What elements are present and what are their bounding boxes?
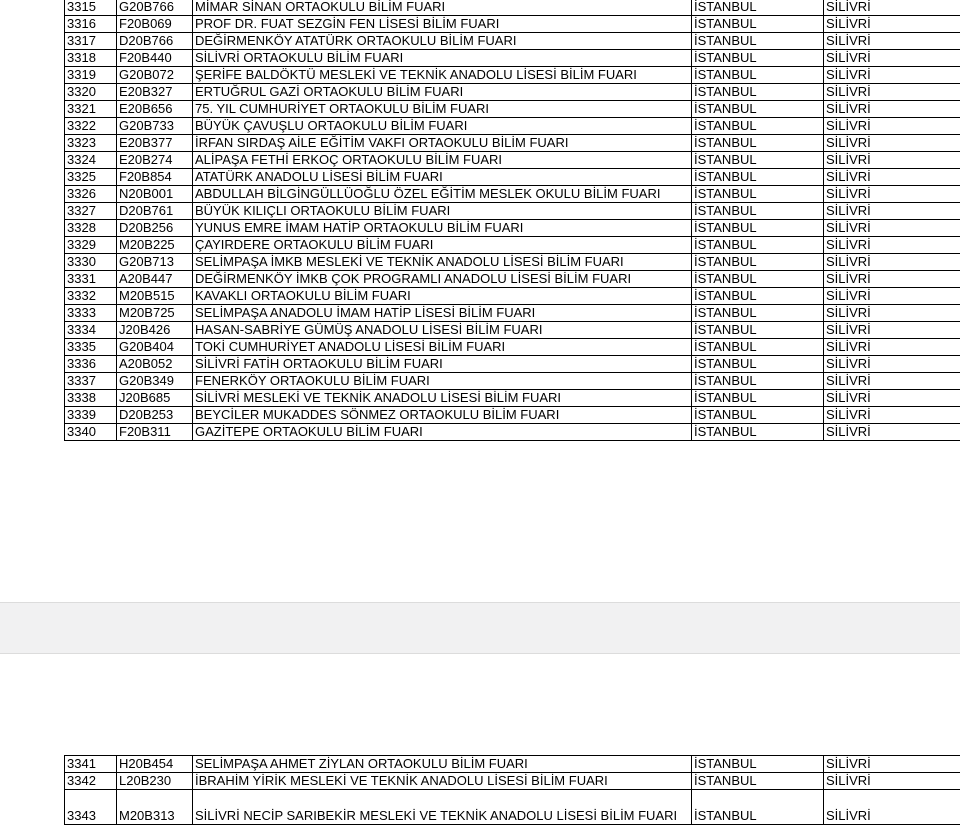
cell-number: 3315 [65, 0, 117, 16]
cell-district: SİLİVRİ [824, 50, 960, 67]
cell-code: D20B256 [117, 220, 193, 237]
cell-city: İSTANBUL [692, 773, 824, 790]
school-table [64, 755, 960, 825]
cell-city: İSTANBUL [692, 220, 824, 237]
table-row [65, 67, 960, 84]
cell-code: F20B311 [117, 424, 193, 441]
cell-district: SİLİVRİ [824, 169, 960, 186]
cell-number: 3333 [65, 305, 117, 322]
cell-district: SİLİVRİ [824, 271, 960, 288]
cell-school-name: İRFAN SIRDAŞ AİLE EĞİTİM VAKFI ORTAOKULU BİLİM FUARI [193, 135, 692, 152]
cell-code: L20B230 [117, 773, 193, 790]
cell-school-name: FENERKÖY ORTAOKULU BİLİM FUARI [193, 373, 692, 390]
cell-school-name: YUNUS EMRE İMAM HATİP ORTAOKULU BİLİM FUARI [193, 220, 692, 237]
cell-district: SİLİVRİ [824, 790, 960, 825]
cell-district: SİLİVRİ [824, 339, 960, 356]
table-row [65, 339, 960, 356]
table-row [65, 773, 960, 790]
cell-number: 3330 [65, 254, 117, 271]
cell-city: İSTANBUL [692, 356, 824, 373]
cell-district: SİLİVRİ [824, 288, 960, 305]
cell-code: N20B001 [117, 186, 193, 203]
cell-code: D20B253 [117, 407, 193, 424]
cell-number: 3327 [65, 203, 117, 220]
cell-city: İSTANBUL [692, 237, 824, 254]
cell-school-name: ERTUĞRUL GAZİ ORTAOKULU BİLİM FUARI [193, 84, 692, 101]
cell-city: İSTANBUL [692, 390, 824, 407]
cell-number: 3342 [65, 773, 117, 790]
cell-code: G20B349 [117, 373, 193, 390]
table-row [65, 101, 960, 118]
cell-city: İSTANBUL [692, 118, 824, 135]
cell-number: 3319 [65, 67, 117, 84]
table-row [65, 84, 960, 101]
cell-number: 3334 [65, 322, 117, 339]
cell-district: SİLİVRİ [824, 356, 960, 373]
cell-city: İSTANBUL [692, 203, 824, 220]
table-row [65, 169, 960, 186]
cell-district: SİLİVRİ [824, 0, 960, 16]
cell-district: SİLİVRİ [824, 203, 960, 220]
cell-city: İSTANBUL [692, 424, 824, 441]
cell-district: SİLİVRİ [824, 322, 960, 339]
cell-number: 3317 [65, 33, 117, 50]
table-row [65, 203, 960, 220]
cell-school-name: ŞERİFE BALDÖKTÜ MESLEKİ VE TEKNİK ANADOLU LİSESİ BİLİM FUARI [193, 67, 692, 84]
cell-number: 3323 [65, 135, 117, 152]
cell-school-name: ATATÜRK ANADOLU LİSESİ BİLİM FUARI [193, 169, 692, 186]
cell-code: A20B052 [117, 356, 193, 373]
cell-city: İSTANBUL [692, 50, 824, 67]
table-row [65, 756, 960, 773]
cell-city: İSTANBUL [692, 135, 824, 152]
cell-school-name: DEĞİRMENKÖY İMKB ÇOK PROGRAMLI ANADOLU LİSESİ BİLİM FUARI [193, 271, 692, 288]
cell-school-name: HASAN-SABRİYE GÜMÜŞ ANADOLU LİSESİ BİLİM FUARI [193, 322, 692, 339]
cell-number: 3329 [65, 237, 117, 254]
cell-code: E20B274 [117, 152, 193, 169]
cell-number: 3341 [65, 756, 117, 773]
cell-city: İSTANBUL [692, 271, 824, 288]
table-row [65, 237, 960, 254]
cell-code: M20B515 [117, 288, 193, 305]
cell-code: F20B440 [117, 50, 193, 67]
cell-district: SİLİVRİ [824, 407, 960, 424]
cell-school-name: SELİMPAŞA İMKB MESLEKİ VE TEKNİK ANADOLU LİSESİ BİLİM FUARI [193, 254, 692, 271]
cell-code: M20B225 [117, 237, 193, 254]
cell-code: M20B725 [117, 305, 193, 322]
cell-number: 3322 [65, 118, 117, 135]
cell-district: SİLİVRİ [824, 254, 960, 271]
table-row [65, 790, 960, 825]
cell-number: 3328 [65, 220, 117, 237]
cell-code: E20B377 [117, 135, 193, 152]
cell-city: İSTANBUL [692, 407, 824, 424]
cell-city: İSTANBUL [692, 101, 824, 118]
document-page-2 [0, 654, 960, 833]
table-row [65, 186, 960, 203]
cell-number: 3335 [65, 339, 117, 356]
cell-code: G20B733 [117, 118, 193, 135]
table-row [65, 135, 960, 152]
cell-school-name: 75. YIL CUMHURİYET ORTAOKULU BİLİM FUARI [193, 101, 692, 118]
cell-city: İSTANBUL [692, 67, 824, 84]
table-row [65, 152, 960, 169]
cell-city: İSTANBUL [692, 0, 824, 16]
cell-number: 3337 [65, 373, 117, 390]
table-row [65, 33, 960, 50]
table-row [65, 288, 960, 305]
school-table [64, 0, 960, 441]
cell-district: SİLİVRİ [824, 756, 960, 773]
cell-district: SİLİVRİ [824, 16, 960, 33]
cell-code: G20B766 [117, 0, 193, 16]
cell-city: İSTANBUL [692, 152, 824, 169]
cell-city: İSTANBUL [692, 84, 824, 101]
cell-school-name: ÇAYIRDERE ORTAOKULU BİLİM FUARI [193, 237, 692, 254]
cell-number: 3339 [65, 407, 117, 424]
cell-district: SİLİVRİ [824, 84, 960, 101]
cell-district: SİLİVRİ [824, 390, 960, 407]
cell-district: SİLİVRİ [824, 237, 960, 254]
cell-district: SİLİVRİ [824, 101, 960, 118]
cell-city: İSTANBUL [692, 254, 824, 271]
cell-district: SİLİVRİ [824, 373, 960, 390]
cell-school-name: MİMAR SİNAN ORTAOKULU BİLİM FUARI [193, 0, 692, 16]
table-row [65, 356, 960, 373]
cell-number: 3326 [65, 186, 117, 203]
cell-code: E20B327 [117, 84, 193, 101]
cell-school-name: DEĞİRMENKÖY ATATÜRK ORTAOKULU BİLİM FUARI [193, 33, 692, 50]
cell-school-name: SİLİVRİ NECİP SARIBEKİR MESLEKİ VE TEKNİK ANADOLU LİSESİ BİLİM FUARI [193, 790, 692, 825]
cell-school-name: GAZİTEPE ORTAOKULU BİLİM FUARI [193, 424, 692, 441]
cell-code: F20B069 [117, 16, 193, 33]
cell-district: SİLİVRİ [824, 67, 960, 84]
table-row [65, 0, 960, 16]
cell-code: H20B454 [117, 756, 193, 773]
cell-district: SİLİVRİ [824, 305, 960, 322]
cell-city: İSTANBUL [692, 169, 824, 186]
table-row [65, 16, 960, 33]
cell-code: D20B761 [117, 203, 193, 220]
table-row [65, 50, 960, 67]
cell-city: İSTANBUL [692, 322, 824, 339]
cell-number: 3325 [65, 169, 117, 186]
table-body [65, 0, 960, 441]
cell-school-name: PROF DR. FUAT SEZGİN FEN LİSESİ BİLİM FUARI [193, 16, 692, 33]
table-row [65, 407, 960, 424]
cell-city: İSTANBUL [692, 373, 824, 390]
table-row [65, 373, 960, 390]
cell-school-name: BÜYÜK ÇAVUŞLU ORTAOKULU BİLİM FUARI [193, 118, 692, 135]
cell-school-name: ABDULLAH BİLGİNGÜLLÜOĞLU ÖZEL EĞİTİM MESLEK OKULU BİLİM FUARI [193, 186, 692, 203]
cell-number: 3316 [65, 16, 117, 33]
cell-school-name: SELİMPAŞA AHMET ZİYLAN ORTAOKULU BİLİM FUARI [193, 756, 692, 773]
cell-district: SİLİVRİ [824, 220, 960, 237]
cell-number: 3343 [65, 790, 117, 825]
cell-school-name: KAVAKLI ORTAOKULU BİLİM FUARI [193, 288, 692, 305]
cell-code: J20B685 [117, 390, 193, 407]
cell-school-name: ALİPAŞA FETHİ ERKOÇ ORTAOKULU BİLİM FUARI [193, 152, 692, 169]
cell-school-name: SİLİVRİ FATİH ORTAOKULU BİLİM FUARI [193, 356, 692, 373]
cell-district: SİLİVRİ [824, 186, 960, 203]
cell-code: D20B766 [117, 33, 193, 50]
table-row [65, 254, 960, 271]
table-body [65, 756, 960, 825]
cell-district: SİLİVRİ [824, 152, 960, 169]
table-row [65, 271, 960, 288]
cell-school-name: BEYCİLER MUKADDES SÖNMEZ ORTAOKULU BİLİM FUARI [193, 407, 692, 424]
cell-city: İSTANBUL [692, 16, 824, 33]
cell-district: SİLİVRİ [824, 135, 960, 152]
cell-number: 3324 [65, 152, 117, 169]
cell-code: G20B713 [117, 254, 193, 271]
cell-number: 3336 [65, 356, 117, 373]
cell-school-name: BÜYÜK KILIÇLI ORTAOKULU BİLİM FUARI [193, 203, 692, 220]
page-break [0, 602, 960, 654]
cell-district: SİLİVRİ [824, 33, 960, 50]
table-row [65, 118, 960, 135]
table-row [65, 322, 960, 339]
table-row [65, 424, 960, 441]
cell-school-name: SİLİVRİ ORTAOKULU BİLİM FUARI [193, 50, 692, 67]
cell-code: M20B313 [117, 790, 193, 825]
cell-code: J20B426 [117, 322, 193, 339]
table-row [65, 305, 960, 322]
cell-city: İSTANBUL [692, 756, 824, 773]
cell-code: G20B404 [117, 339, 193, 356]
cell-school-name: TOKİ CUMHURİYET ANADOLU LİSESİ BİLİM FUARI [193, 339, 692, 356]
table-row [65, 220, 960, 237]
cell-city: İSTANBUL [692, 790, 824, 825]
cell-city: İSTANBUL [692, 305, 824, 322]
cell-city: İSTANBUL [692, 288, 824, 305]
cell-number: 3321 [65, 101, 117, 118]
cell-code: A20B447 [117, 271, 193, 288]
cell-school-name: SELİMPAŞA ANADOLU İMAM HATİP LİSESİ BİLİM FUARI [193, 305, 692, 322]
cell-code: G20B072 [117, 67, 193, 84]
cell-number: 3338 [65, 390, 117, 407]
cell-district: SİLİVRİ [824, 773, 960, 790]
cell-code: F20B854 [117, 169, 193, 186]
cell-school-name: SİLİVRİ MESLEKİ VE TEKNİK ANADOLU LİSESİ BİLİM FUARI [193, 390, 692, 407]
cell-number: 3332 [65, 288, 117, 305]
cell-district: SİLİVRİ [824, 424, 960, 441]
cell-city: İSTANBUL [692, 186, 824, 203]
cell-number: 3320 [65, 84, 117, 101]
table-row [65, 390, 960, 407]
cell-number: 3331 [65, 271, 117, 288]
cell-school-name: İBRAHİM YİRİK MESLEKİ VE TEKNİK ANADOLU LİSESİ BİLİM FUARI [193, 773, 692, 790]
cell-code: E20B656 [117, 101, 193, 118]
cell-city: İSTANBUL [692, 33, 824, 50]
cell-city: İSTANBUL [692, 339, 824, 356]
cell-number: 3318 [65, 50, 117, 67]
cell-district: SİLİVRİ [824, 118, 960, 135]
cell-number: 3340 [65, 424, 117, 441]
